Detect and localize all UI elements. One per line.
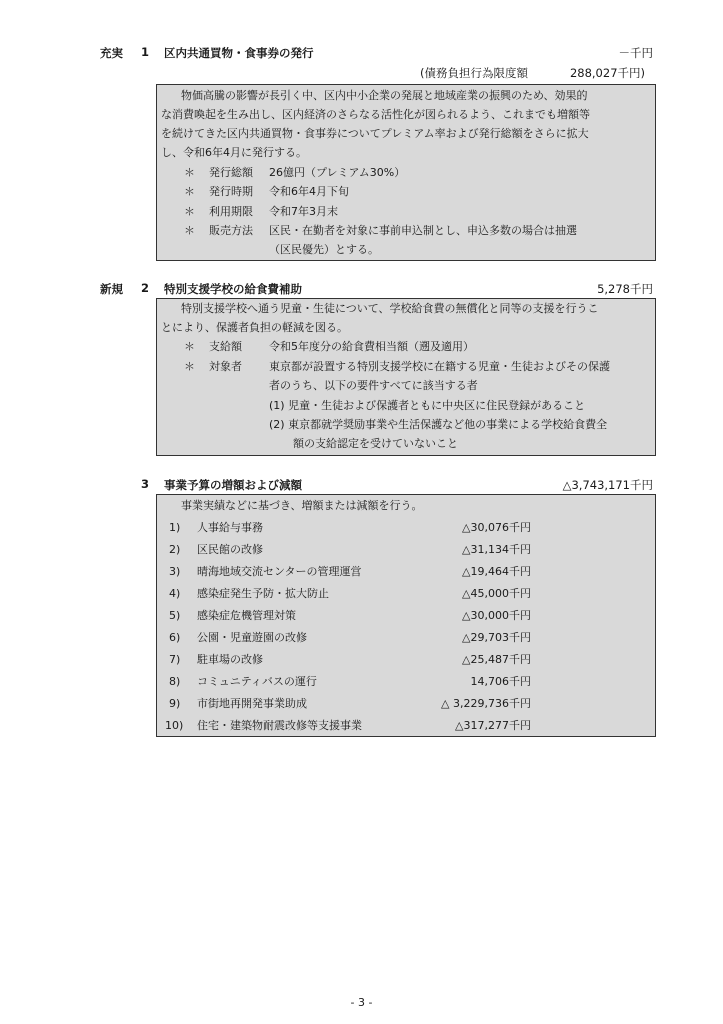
section1-tag: 充実 [100, 46, 123, 60]
section1-line: な消費喚起を生み出し、区内経済のさらなる活性化が図られるよう、これまでも増額等 [161, 108, 590, 121]
row-value: △45,000千円 [462, 587, 531, 600]
row-value: △317,277千円 [455, 719, 531, 732]
section1-box [156, 84, 656, 261]
bullet-mark: ＊ [184, 185, 195, 198]
section1-line: 物価高騰の影響が長引く中、区内中小企業の発展と地域産業の振興のため、効果的 [181, 89, 588, 102]
section2-line: とにより、保護者負担の軽減を図る。 [161, 321, 348, 334]
row-name: 感染症危機管理対策 [197, 609, 296, 622]
item-text: 令和5年度分の給食費相当額（遡及適用） [269, 340, 474, 353]
section3-box [156, 494, 656, 737]
row-number: 5) [169, 609, 181, 622]
section1-number: 1 [141, 45, 150, 59]
row-value: △19,464千円 [462, 565, 531, 578]
section3-number: 3 [141, 477, 150, 491]
bullet-mark: ＊ [184, 166, 195, 179]
item-label: 発行時期 [209, 185, 253, 198]
row-name: 区民館の改修 [197, 543, 263, 556]
bullet-mark: ＊ [184, 360, 195, 373]
section1-amount: －千円 [618, 46, 653, 60]
row-value: 14,706千円 [470, 675, 531, 688]
item-label: 支給額 [209, 340, 242, 353]
section2-title: 特別支援学校の給食費補助 [164, 282, 302, 296]
section2-tag: 新規 [100, 282, 123, 296]
item-label: 販売方法 [209, 224, 253, 237]
item-text: 令和6年4月下旬 [269, 185, 349, 198]
bullet-mark: ＊ [184, 224, 195, 237]
section3-intro: 事業実績などに基づき、増額または減額を行う。 [181, 499, 423, 512]
section3-amount: △3,743,171千円 [562, 478, 653, 492]
row-name: 晴海地域交流センターの管理運営 [197, 565, 362, 578]
bullet-mark: ＊ [184, 205, 195, 218]
row-name: 駐車場の改修 [197, 653, 263, 666]
row-value: △30,000千円 [462, 609, 531, 622]
section2-box [156, 298, 656, 456]
item-text-continued: （区民優先）とする。 [269, 243, 379, 256]
row-name: 市街地再開発事業助成 [197, 697, 307, 710]
item-text: 東京都が設置する特別支援学校に在籍する児童・生徒およびその保護 [269, 360, 610, 373]
section1-line: し、令和6年4月に発行する。 [161, 146, 307, 159]
row-number: 10) [165, 719, 184, 732]
row-value: △29,703千円 [462, 631, 531, 644]
item-label: 対象者 [209, 360, 242, 373]
row-number: 1) [169, 521, 181, 534]
row-value: △30,076千円 [462, 521, 531, 534]
condition-item: (1) 児童・生徒および保護者ともに中央区に住民登録があること [269, 399, 586, 412]
row-number: 6) [169, 631, 181, 644]
bullet-mark: ＊ [184, 340, 195, 353]
row-name: 住宅・建築物耐震改修等支援事業 [197, 719, 362, 732]
item-text: 区民・在勤者を対象に事前申込制とし、申込多数の場合は抽選 [269, 224, 577, 237]
section3-title: 事業予算の増額および減額 [164, 478, 302, 492]
item-text: 26億円（プレミアム30%） [269, 166, 406, 179]
item-text-continued: 者のうち、以下の要件すべてに該当する者 [269, 379, 478, 392]
row-name: コミュニティバスの運行 [197, 675, 317, 688]
page-number: - 3 - [350, 996, 373, 1009]
item-label: 発行総額 [209, 166, 253, 179]
section1-title: 区内共通買物・食事券の発行 [164, 46, 314, 60]
row-value: △25,487千円 [462, 653, 531, 666]
row-number: 2) [169, 543, 181, 556]
row-number: 4) [169, 587, 181, 600]
section2-line: 特別支援学校へ通う児童・生徒について、学校給食費の無償化と同等の支援を行うこ [181, 302, 599, 315]
row-value: △31,134千円 [462, 543, 531, 556]
row-number: 8) [169, 675, 181, 688]
row-value: △ 3,229,736千円 [441, 697, 531, 710]
row-name: 公園・児童遊園の改修 [197, 631, 307, 644]
condition-item-continued: 額の支給認定を受けていないこと [293, 437, 458, 450]
row-number: 9) [169, 697, 181, 710]
row-number: 7) [169, 653, 181, 666]
row-name: 人事給与事務 [197, 521, 263, 534]
section1-line: を続けてきた区内共通買物・食事券についてプレミアム率および発行総額をさらに拡大 [161, 127, 589, 140]
section1-limit-label: (債務負担行為限度額 [420, 66, 528, 80]
item-label: 利用期限 [209, 205, 253, 218]
row-name: 感染症発生予防・拡大防止 [197, 587, 329, 600]
section2-amount: 5,278千円 [597, 282, 653, 296]
section2-number: 2 [141, 281, 150, 295]
row-number: 3) [169, 565, 181, 578]
condition-item: (2) 東京都就学奨励事業や生活保護など他の事業による学校給食費全 [269, 418, 608, 431]
item-text: 令和7年3月末 [269, 205, 338, 218]
section1-limit-value: 288,027千円) [569, 66, 645, 80]
